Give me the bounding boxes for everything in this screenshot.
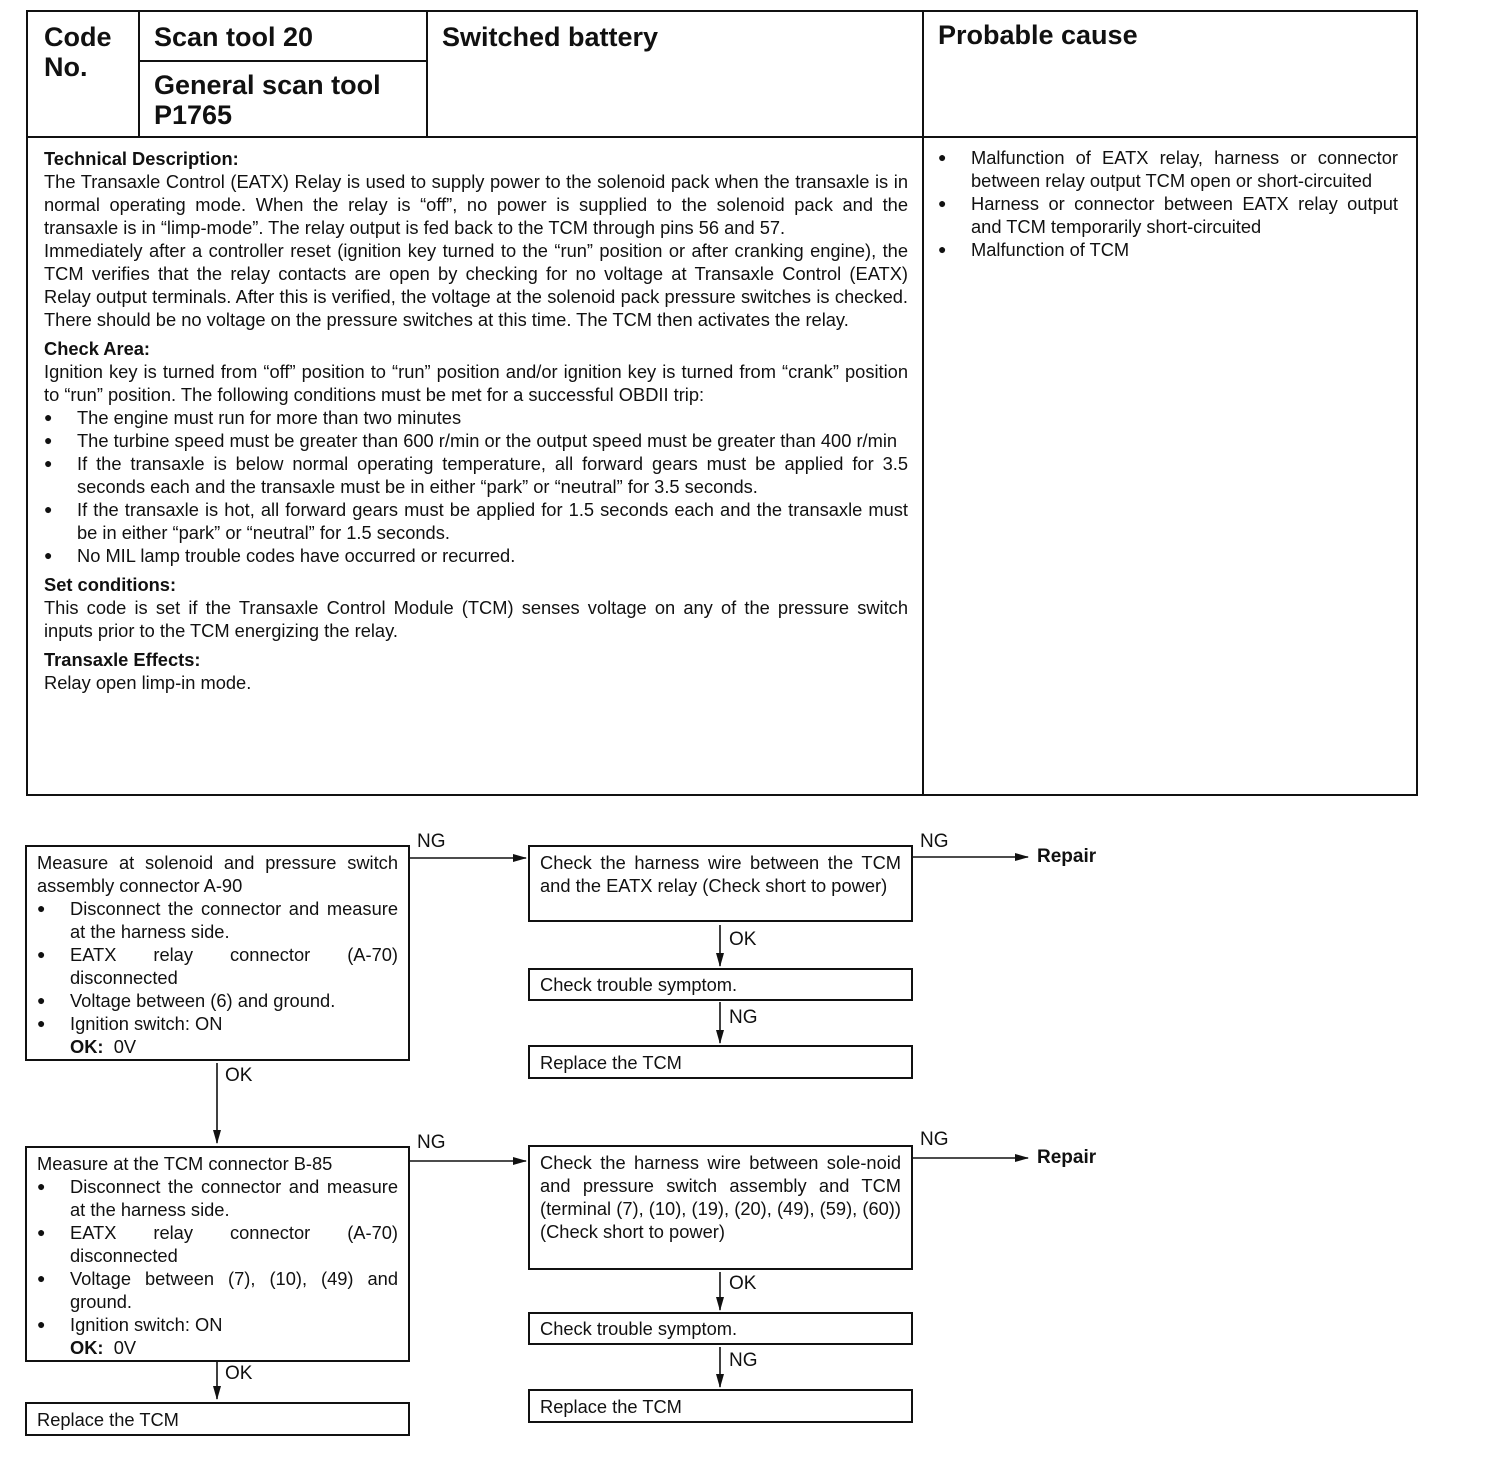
ng-label: NG [417, 831, 446, 852]
list-item: ● Harness or connector between EATX relay output and TCM temporarily short-circuited [938, 192, 1398, 238]
ok-label: OK: [70, 1036, 104, 1057]
list-item: ● Ignition switch: ON [37, 1012, 398, 1035]
ok-value: 0V [113, 1337, 137, 1358]
list-item: ● Malfunction of TCM [938, 238, 1398, 261]
list-item: ● No MIL lamp trouble codes have occurred or recurred. [44, 544, 908, 567]
list-item: ● EATX relay connector (A-70) disconnected [37, 943, 398, 989]
technical-description-p2: Immediately after a controller reset (ignition key turned to the “run” position or after cranking engine), the TCM verifies that the relay contacts are open by checking for no voltage at Transaxle Control (EATX) Relay output terminals. After this is verified, the voltage at the solenoid pack pressure switches is checked. There should be no voltage on the pressure switches at this time. The TCM then activates the relay. [44, 240, 908, 330]
list-item: ● Malfunction of EATX relay, harness or connector between relay output TCM open or short-circuited [938, 146, 1398, 192]
scan-tool-header: Scan tool 20 [154, 22, 314, 52]
switched-battery-header: Switched battery [442, 22, 659, 52]
ng-label: NG [729, 1007, 758, 1028]
step2-ng-replace-box: Replace the TCM [528, 1389, 913, 1423]
step1-ok-spec [37, 1035, 398, 1058]
step2-ng-check-box: Check trouble symptom. [528, 1312, 913, 1345]
ok-value: 0V [113, 1036, 137, 1057]
check-area-title: Check Area: [44, 338, 151, 359]
step1-title: Measure at solenoid and pressure switch assembly connector A-90 [37, 852, 398, 896]
ok-label: OK [225, 1363, 253, 1384]
probable-cause-header: Probable cause [938, 20, 1138, 50]
ok-label: OK [729, 1273, 757, 1294]
step2-ok-spec [37, 1336, 398, 1359]
step1-ng-check-box: Check trouble symptom. [528, 968, 913, 1001]
ng-label: NG [920, 831, 949, 852]
list-item: ● The engine must run for more than two minutes [44, 406, 908, 429]
list-item: ● Ignition switch: ON [37, 1313, 398, 1336]
step2-ok-replace-box: Replace the TCM [25, 1402, 410, 1436]
step2-box [25, 1146, 410, 1362]
step1-ng-replace-box: Replace the TCM [528, 1045, 913, 1079]
code-no-header: Code No. [44, 22, 112, 82]
list-item: ● If the transaxle is hot, all forward gears must be applied for 1.5 seconds each and the transaxle must be in either “park” or “neutral” for 1.5 seconds. [44, 498, 908, 544]
repair-label: Repair [1037, 846, 1097, 867]
repair-label: Repair [1037, 1147, 1097, 1168]
transaxle-effects-text: Relay open limp-in mode. [44, 672, 252, 693]
step1-ng-box: Check the harness wire between the TCM and the EATX relay (Check short to power) [528, 845, 913, 922]
ok-label: OK: [70, 1337, 104, 1358]
set-conditions-text: This code is set if the Transaxle Control Module (TCM) senses voltage on any of the pressure switch inputs prior to the TCM energizing the relay. [44, 597, 908, 641]
list-item: ● EATX relay connector (A-70) disconnected [37, 1221, 398, 1267]
list-item: ● Disconnect the connector and measure at the harness side. [37, 897, 398, 943]
technical-description-p1: The Transaxle Control (EATX) Relay is used to supply power to the solenoid pack when the transaxle is in normal operating mode. When the relay is “off”, no power is supplied to the solenoid pack and the transaxle is in “limp-mode”. The relay output is fed back to the TCM through pins 56 and 57. [44, 171, 908, 238]
ok-label: OK [225, 1065, 253, 1086]
step1-list [37, 897, 398, 1035]
list-item: ● Voltage between (7), (10), (49) and ground. [37, 1267, 398, 1313]
list-item: ● If the transaxle is below normal operating temperature, all forward gears must be applied for 3.5 seconds each and the transaxle must be in either “park” or “neutral” for 3.5 seconds. [44, 452, 908, 498]
general-scan-tool-header: General scan tool P1765 [154, 70, 381, 130]
list-item: ● Voltage between (6) and ground. [37, 989, 398, 1012]
technical-description-title: Technical Description: [44, 148, 239, 169]
check-area-intro: Ignition key is turned from “off” position to “run” position and/or ignition key is turned from “crank” position to “run” position. The following conditions must be met for a successful OBDII trip: [44, 361, 908, 405]
ok-label: OK [729, 929, 757, 950]
list-item: ● The turbine speed must be greater than 600 r/min or the output speed must be greater than 400 r/min [44, 429, 908, 452]
step2-list [37, 1175, 398, 1336]
step2-title: Measure at the TCM connector B-85 [37, 1153, 333, 1174]
step2-ng-box: Check the harness wire between sole-noid and pressure switch assembly and TCM (terminal (7), (10), (19), (20), (49), (59), (60)) (Check short to power) [528, 1145, 913, 1270]
ng-label: NG [920, 1129, 949, 1150]
step1-box [25, 845, 410, 1061]
set-conditions-title: Set conditions: [44, 574, 177, 595]
ng-label: NG [729, 1350, 758, 1371]
ng-label: NG [417, 1132, 446, 1153]
transaxle-effects-title: Transaxle Effects: [44, 649, 201, 670]
list-item: ● Disconnect the connector and measure at the harness side. [37, 1175, 398, 1221]
